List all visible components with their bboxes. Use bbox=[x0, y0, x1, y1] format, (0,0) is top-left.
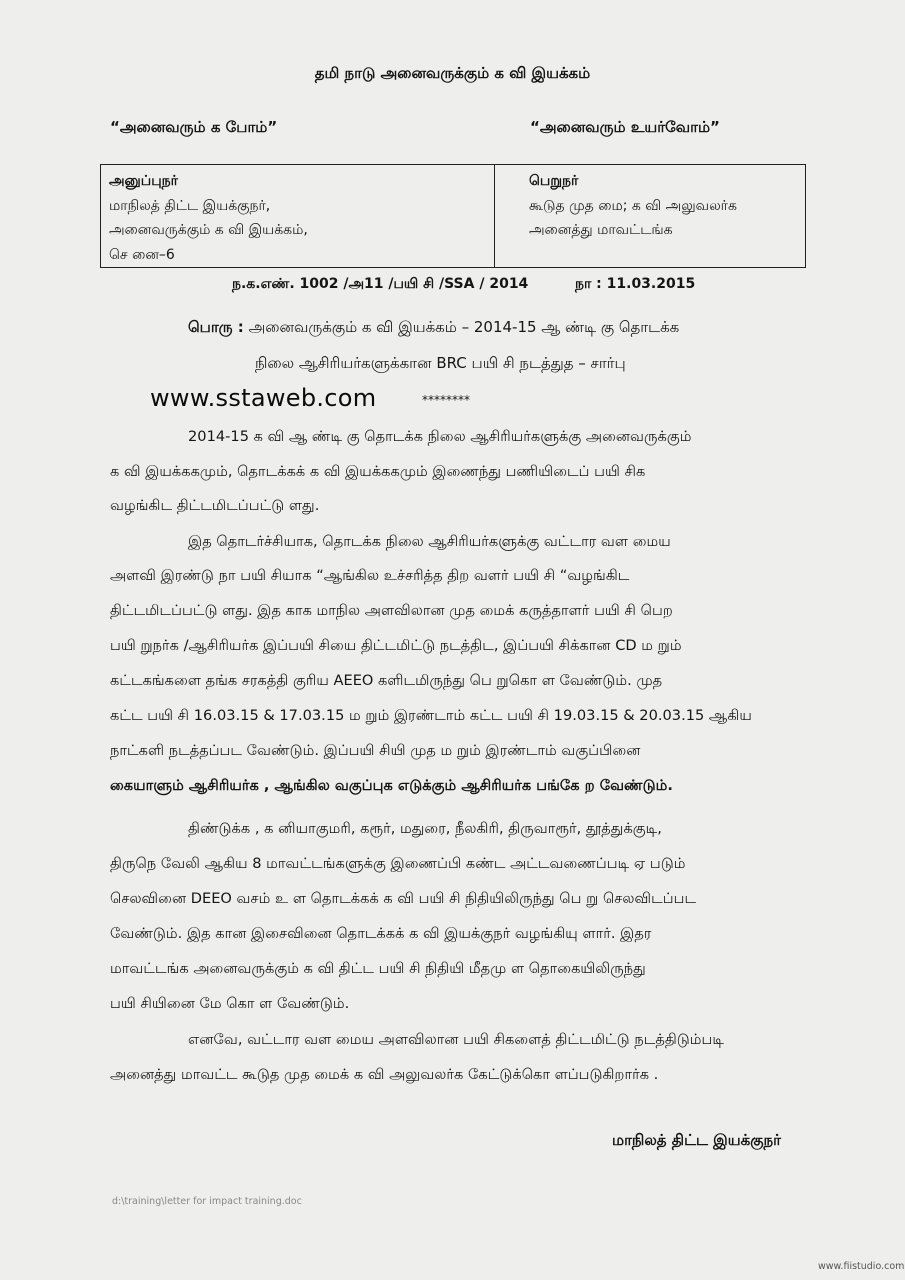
subject-line-2: நிலை ஆசிரியர்களுக்கான BRC பயி சி நடத்துத – சார்பு bbox=[255, 354, 626, 372]
body-line: கட்டகங்களை தங்க சரகத்தி குரிய AEEO களிடமிருந்து பெ றுகொ ள வேண்டும். முத bbox=[110, 672, 663, 689]
watermark: www.sstaweb.com bbox=[150, 384, 377, 412]
receiver-block bbox=[529, 169, 737, 243]
body-line: நாட்களி நடத்தப்பட வேண்டும். இப்பயி சியி முத ம றும் இரண்டாம் வகுப்பினை bbox=[110, 742, 641, 759]
slogan-left: “அனைவரும் க போம்” bbox=[110, 118, 278, 136]
receiver-heading: பெறுநர் bbox=[529, 173, 579, 189]
body-line: திருநெ வேலி ஆகிய 8 மாவட்டங்களுக்கு இணைப்பி கண்ட அட்டவணைப்படி ஏ படும் bbox=[110, 855, 686, 872]
body-line: வேண்டும். இத கான இசைவினை தொடக்கக் க வி இயக்குநர் வழங்கியு ளார். இதர bbox=[110, 925, 652, 942]
body-line: வழங்கிட திட்டமிடப்பட்டு ளது. bbox=[110, 497, 320, 514]
body-line: கட்ட பயி சி 16.03.15 & 17.03.15 ம றும் இரண்டாம் கட்ட பயி சி 19.03.15 & 20.03.15 ஆகிய bbox=[110, 707, 752, 724]
footer-file-path: d:\training\letter for impact training.doc bbox=[112, 1196, 302, 1207]
body-line: திட்டமிடப்பட்டு ளது. இத காக மாநில அளவிலான முத மைக் கருத்தாளர் பயி சி பெற bbox=[110, 602, 673, 619]
body-line: க வி இயக்ககமும், தொடக்கக் க வி இயக்ககமும் இணைந்து பணியிடைப் பயி சிக bbox=[110, 463, 646, 480]
address-divider bbox=[494, 165, 495, 267]
sender-line: மாநிலத் திட்ட இயக்குநர், bbox=[109, 197, 271, 214]
body-line: திண்டுக்க , க னியாகுமரி, கரூர், மதுரை, நீலகிரி, திருவாரூர், தூத்துக்குடி, bbox=[188, 820, 662, 837]
sender-heading: அனுப்புநர் bbox=[109, 173, 178, 189]
slogan-right: “அனைவரும் உயர்வோம்” bbox=[530, 118, 720, 136]
subject-label: பொரு : bbox=[188, 318, 244, 336]
body-line: மாவட்டங்க அனைவருக்கும் க வி திட்ட பயி சி நிதியி மீதமு ள தொகையிலிருந்து bbox=[110, 960, 646, 977]
receiver-line: கூடுத முத மை; க வி அலுவலர்க bbox=[529, 197, 737, 214]
reference-date: நா : 11.03.2015 bbox=[575, 276, 696, 292]
reference-number: ந.க.எண். 1002 /அ11 /பயி சி /SSA / 2014 bbox=[232, 276, 529, 292]
body-line: அளவி இரண்டு நா பயி சியாக “ஆங்கில உச்சரித்த திற வளர் பயி சி “வழங்கிட bbox=[110, 567, 630, 584]
site-credit: www.fiistudio.com bbox=[818, 1261, 905, 1272]
signature-title: மாநிலத் திட்ட இயக்குநர் bbox=[612, 1131, 781, 1149]
separator-stars: ******** bbox=[422, 393, 470, 407]
address-table bbox=[100, 164, 806, 268]
receiver-line: அனைத்து மாவட்டங்க bbox=[529, 222, 673, 238]
subject-line-1 bbox=[188, 318, 679, 338]
body-line: கையாளும் ஆசிரியர்க , ஆங்கில வகுப்புக எடுக்கும் ஆசிரியர்க பங்கே ற வேண்டும். bbox=[110, 777, 673, 794]
body-line: செலவினை DEEO வசம் உ ள தொடக்கக் க வி பயி சி நிதியிலிருந்து பெ று செலவிடப்பட bbox=[110, 890, 697, 907]
letterhead-title: தமி நாடு அனைவருக்கும் க வி இயக்கம் bbox=[314, 64, 591, 82]
sender-block bbox=[109, 169, 308, 267]
sender-line: செ னை–6 bbox=[109, 246, 175, 263]
body-line: எனவே, வட்டார வள மைய அளவிலான பயி சிகளைத் திட்டமிட்டு நடத்திடும்படி bbox=[188, 1031, 725, 1048]
body-line: அனைத்து மாவட்ட கூடுத முத மைக் க வி அலுவலர்க கேட்டுக்கொ ளப்படுகிறார்க . bbox=[110, 1066, 659, 1083]
subject-text: அனைவருக்கும் க வி இயக்கம் – 2014-15 ஆ ண்டி கு தொடக்க bbox=[248, 318, 680, 336]
body-line: 2014-15 க வி ஆ ண்டி கு தொடக்க நிலை ஆசிரியர்களுக்கு அனைவருக்கும் bbox=[188, 428, 692, 445]
body-line: பயி சியினை மே கொ ள வேண்டும். bbox=[110, 995, 350, 1012]
body-line: பயி றுநர்க /ஆசிரியர்க இப்பயி சியை திட்டமிட்டு நடத்திட, இப்பயி சிக்கான CD ம றும் bbox=[110, 637, 682, 654]
body-line: இத தொடர்ச்சியாக, தொடக்க நிலை ஆசிரியர்களுக்கு வட்டார வள மைய bbox=[188, 533, 671, 550]
sender-line: அனைவருக்கும் க வி இயக்கம், bbox=[109, 222, 308, 238]
